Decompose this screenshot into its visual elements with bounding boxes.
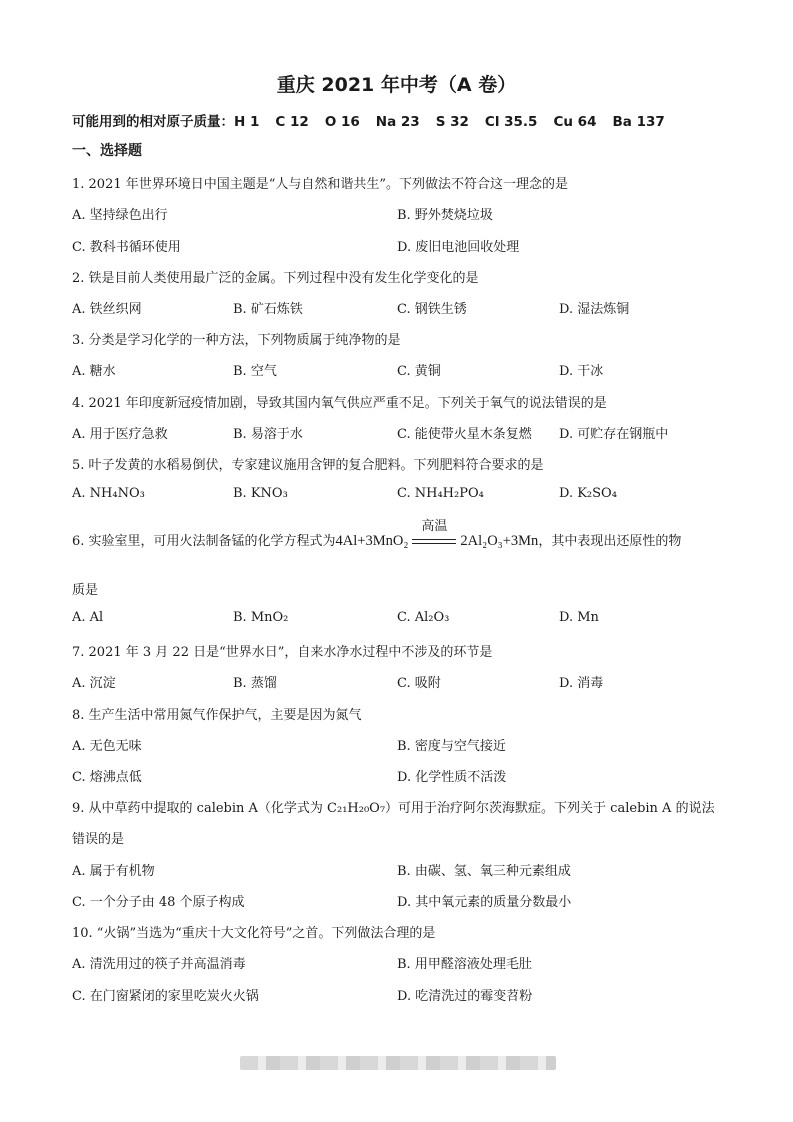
question-9-stem: 9. 从中草药中提取的 calebin A（化学式为 C₂₁H₂₀O₇）可用于治疗阿尔茨海默症。下列关于 calebin A 的说法 <box>72 801 715 816</box>
q6-option-d: D. Mn <box>559 610 599 625</box>
q2-option-a: A. 铁丝织网 <box>72 302 142 317</box>
question-6-stem <box>72 519 682 550</box>
q9-stem-continuation: 错误的是 <box>72 832 125 847</box>
q8-option-b: B. 密度与空气接近 <box>397 739 506 754</box>
q6-condition-label: 高温 <box>421 519 448 534</box>
q4-option-c: C. 能使带火星木条复燃 <box>397 427 532 442</box>
atomic-masses-label: 可能用到的相对原子质量： <box>72 114 234 130</box>
q3-option-b: B. 空气 <box>233 364 277 379</box>
q9-option-a: A. 属于有机物 <box>72 864 155 879</box>
q9-option-d: D. 其中氧元素的质量分数最小 <box>397 895 572 910</box>
q6-option-b: B. MnO₂ <box>233 610 289 625</box>
q8-option-a: A. 无色无味 <box>72 739 142 754</box>
q3-option-a: A. 糖水 <box>72 364 116 379</box>
atomic-mass-cu: Cu 64 <box>553 114 597 130</box>
question-7-stem: 7. 2021 年 3 月 22 日是“世界水日”，自来水净水过程中不涉及的环节是 <box>72 645 493 660</box>
blurred-footer <box>240 1056 556 1070</box>
q6-stem-start: 6. 实验室里，可用火法制备锰的化学方程式为 <box>72 534 336 549</box>
q10-option-c: C. 在门窗紧闭的家里吃炭火火锅 <box>72 989 259 1004</box>
q4-option-b: B. 易溶于水 <box>233 427 303 442</box>
question-2-stem: 2. 铁是目前人类使用最广泛的金属。下列过程中没有发生化学变化的是 <box>72 271 479 286</box>
q10-option-b: B. 用甲醛溶液处理毛肚 <box>397 957 532 972</box>
question-10-stem: 10. “火锅”当选为“重庆十大文化符号”之首。下列做法合理的是 <box>72 926 436 941</box>
question-4-stem: 4. 2021 年印度新冠疫情加剧，导致其国内氧气供应严重不足。下列关于氧气的说法错误的是 <box>72 396 607 411</box>
q1-option-a: A. 坚持绿色出行 <box>72 208 168 223</box>
q6-stem-end: ，其中表现出还原性的物 <box>538 534 682 549</box>
q7-option-a: A. 沉淀 <box>72 676 116 691</box>
q9-option-b: B. 由碳、氢、氧三种元素组成 <box>397 864 571 879</box>
atomic-mass-ba: Ba 137 <box>612 114 665 130</box>
q6-equals-sign <box>412 539 456 544</box>
atomic-mass-na: Na 23 <box>375 114 420 130</box>
q6-equation-right: 2Al₂O₃+3Mn <box>460 533 539 549</box>
q6-equation-condition <box>410 519 458 549</box>
q2-option-c: C. 钢铁生锈 <box>397 302 467 317</box>
q2-option-d: D. 湿法炼铜 <box>559 302 630 317</box>
q6-equation-left: 4Al+3MnO₂ <box>335 533 409 549</box>
q5-option-d: D. K₂SO₄ <box>559 486 617 501</box>
q1-option-b: B. 野外焚烧垃圾 <box>397 208 493 223</box>
question-1-stem: 1. 2021 年世界环境日中国主题是“人与自然和谐共生”。下列做法不符合这一理念的是 <box>72 177 569 192</box>
page-title: 重庆 2021 年中考（A 卷） <box>276 74 517 96</box>
q3-option-c: C. 黄铜 <box>397 364 441 379</box>
q7-option-c: C. 吸附 <box>397 676 441 691</box>
q1-option-c: C. 教科书循环使用 <box>72 240 181 255</box>
atomic-mass-c: C 12 <box>275 114 309 130</box>
q7-option-d: D. 消毒 <box>559 676 604 691</box>
q5-option-b: B. KNO₃ <box>233 486 288 501</box>
q1-option-d: D. 废旧电池回收处理 <box>397 240 520 255</box>
q8-option-c: C. 熔沸点低 <box>72 770 142 785</box>
atomic-mass-cl: Cl 35.5 <box>484 114 538 130</box>
atomic-mass-s: S 32 <box>435 114 469 130</box>
question-5-stem: 5. 叶子发黄的水稻易倒伏，专家建议施用含钾的复合肥料。下列肥料符合要求的是 <box>72 458 544 473</box>
q6-option-a: A. Al <box>72 610 104 625</box>
atomic-masses-line <box>72 110 665 130</box>
section-heading: 一、选择题 <box>72 143 142 159</box>
q9-option-c: C. 一个分子由 48 个原子构成 <box>72 895 245 910</box>
q2-option-b: B. 矿石炼铁 <box>233 302 303 317</box>
q6-option-c: C. Al₂O₃ <box>397 610 450 625</box>
atomic-mass-o: O 16 <box>324 114 360 130</box>
q10-option-d: D. 吃清洗过的霉变苕粉 <box>397 989 533 1004</box>
q10-option-a: A. 清洗用过的筷子并高温消毒 <box>72 957 246 972</box>
q3-option-d: D. 干冰 <box>559 364 604 379</box>
q5-option-c: C. NH₄H₂PO₄ <box>397 486 484 501</box>
q4-option-a: A. 用于医疗急救 <box>72 427 168 442</box>
question-3-stem: 3. 分类是学习化学的一种方法，下列物质属于纯净物的是 <box>72 333 401 348</box>
q6-stem-continuation: 质是 <box>72 583 99 598</box>
atomic-mass-h: H 1 <box>234 114 260 130</box>
q7-option-b: B. 蒸馏 <box>233 676 277 691</box>
q4-option-d: D. 可贮存在钢瓶中 <box>559 427 669 442</box>
q8-option-d: D. 化学性质不活泼 <box>397 770 507 785</box>
question-8-stem: 8. 生产生活中常用氮气作保护气，主要是因为氮气 <box>72 708 362 723</box>
q5-option-a: A. NH₄NO₃ <box>72 486 145 501</box>
